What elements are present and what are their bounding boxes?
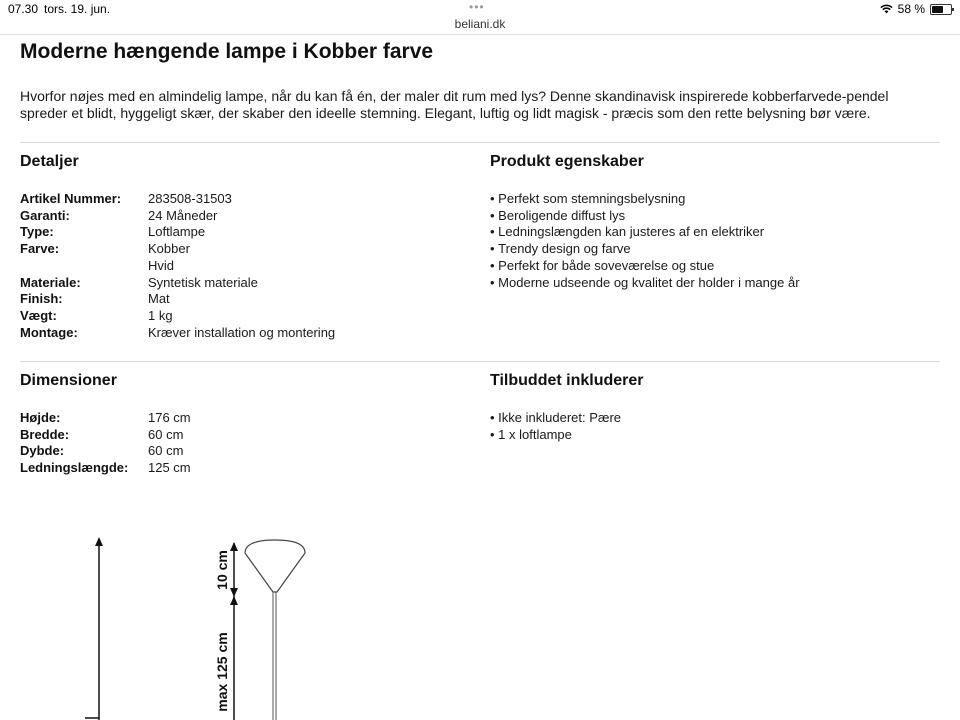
detail-row <box>20 258 335 275</box>
spec-label: Finish: <box>20 291 63 307</box>
feature-item: • Beroligende diffust lys <box>490 208 800 225</box>
dimension-row <box>20 443 191 460</box>
spec-value: Syntetisk materiale <box>148 274 258 290</box>
more-dots-icon[interactable]: ••• <box>469 0 485 14</box>
feature-item: • Perfekt for både soveværelse og stue <box>490 258 800 275</box>
battery-percent: 58 % <box>897 2 925 16</box>
spec-value: 60 cm <box>148 443 184 459</box>
detail-row <box>20 224 335 241</box>
page-title: Moderne hængende lampe i Kobber farve <box>20 40 434 63</box>
detail-row <box>20 325 335 342</box>
spec-label <box>20 258 148 275</box>
features-list <box>490 191 800 291</box>
cord-dimension-label: max 125 cm <box>214 632 230 712</box>
spec-value: 24 Måneder <box>148 207 218 223</box>
lamp-shade <box>245 540 305 592</box>
offer-heading: Tilbuddet inkluderer <box>490 372 644 389</box>
spec-label: Farve: <box>20 241 60 257</box>
spec-value: 1 kg <box>148 307 173 323</box>
detail-row <box>20 241 335 258</box>
spec-value: Kobber <box>148 241 190 257</box>
date: tors. 19. jun. <box>44 2 111 16</box>
details-list <box>20 191 335 341</box>
features-heading: Produkt egenskaber <box>490 153 644 170</box>
feature-item: • Moderne udseende og kvalitet der holder i mange år <box>490 275 800 292</box>
dimension-drawing <box>0 490 960 720</box>
spec-value: 60 cm <box>148 426 184 442</box>
spec-label: Vægt: <box>20 307 57 323</box>
dimensions-list <box>20 410 191 477</box>
spec-value: Loftlampe <box>148 224 206 240</box>
detail-row <box>20 308 335 325</box>
spec-label: Bredde: <box>20 426 70 442</box>
spec-label: Type: <box>20 224 54 240</box>
battery-icon <box>930 4 952 15</box>
spec-value: 176 cm <box>148 410 191 425</box>
shade-dimension-label: 10 cm <box>214 550 230 590</box>
spec-value: 125 cm <box>148 460 191 476</box>
dimension-row <box>20 427 191 444</box>
arrow-head-icon <box>230 588 238 597</box>
browser-status-bar <box>0 0 960 35</box>
wifi-icon <box>880 4 893 14</box>
spec-label: Ledningslængde: <box>20 460 129 476</box>
spec-label: Artikel Nummer: <box>20 191 122 206</box>
spec-value: Mat <box>148 291 170 307</box>
spec-label: Materiale: <box>20 274 81 290</box>
spec-value: 283508-31503 <box>148 191 232 206</box>
spec-label: Garanti: <box>20 207 70 223</box>
dimension-row <box>20 460 191 477</box>
detail-row <box>20 208 335 225</box>
feature-item: • Perfekt som stemningsbelysning <box>490 191 800 208</box>
divider <box>20 142 940 143</box>
offer-item: • 1 x loftlampe <box>490 427 621 444</box>
arrow-head-icon <box>95 537 103 546</box>
detail-row <box>20 191 335 208</box>
address-bar[interactable]: beliani.dk <box>454 17 506 31</box>
offer-item: • Ikke inkluderet: Pære <box>490 410 621 427</box>
dimensions-heading: Dimensioner <box>20 372 117 389</box>
status-indicators <box>880 2 952 16</box>
divider <box>20 361 940 362</box>
arrow-head-icon <box>230 542 238 551</box>
spec-value: Kræver installation og montering <box>148 324 336 340</box>
detail-row <box>20 291 335 308</box>
clock: 07.30 <box>8 2 39 16</box>
feature-item: • Ledningslængden kan justeres af en elektriker <box>490 224 800 241</box>
spec-value: Hvid <box>148 257 175 273</box>
spec-label: Dybde: <box>20 443 65 459</box>
offer-list <box>490 410 621 443</box>
details-heading: Detaljer <box>20 153 79 170</box>
spec-label: Montage: <box>20 324 78 340</box>
feature-item: • Trendy design og farve <box>490 241 800 258</box>
detail-row <box>20 275 335 292</box>
product-description: Hvorfor nøjes med en almindelig lampe, når du kan få én, der maler dit rum med lys? Denne skandinavisk inspirerede kobberfarvede-pendel spreder et blidt, hyggeligt skær, der skaber den ideelle stemning. Elegant, luftig og lidt magisk - præcis som den rette belysning bør være. <box>20 88 889 121</box>
dimension-row <box>20 410 191 427</box>
spec-label: Højde: <box>20 410 61 425</box>
